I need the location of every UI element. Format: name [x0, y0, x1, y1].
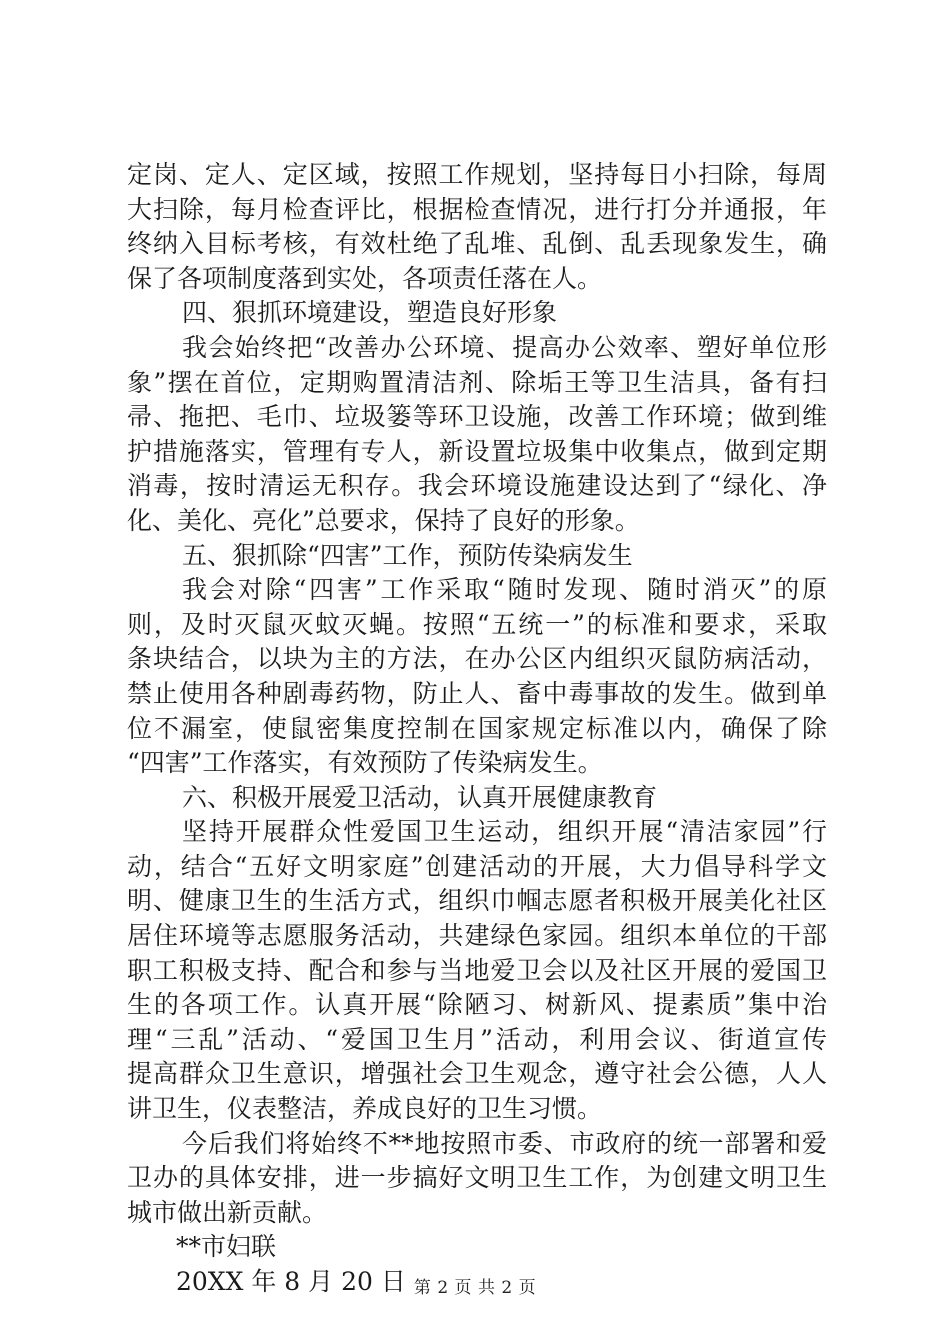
body-line: 理“三乱”活动、“爱国卫生月”活动，利用会议、街道宣传	[127, 1024, 827, 1054]
body-line: 职工积极支持、配合和参与当地爱卫会以及社区开展的爱国卫	[127, 955, 827, 985]
section-heading: 四、狠抓环境建设，塑造良好形象	[182, 298, 558, 328]
body-line: 化、美化、亮化”总要求，保持了良好的形象。	[127, 505, 640, 535]
body-line: 我会对除“四害”工作采取“随时发现、随时消灭”的原	[182, 575, 827, 605]
body-line: 则，及时灭鼠灭蚊灭蝇。按照“五统一”的标准和要求，采取	[127, 609, 827, 639]
body-line: 象”摆在首位，定期购置清洁剂、除垢王等卫生洁具，备有扫	[127, 367, 827, 397]
body-line: 定岗、定人、定区域，按照工作规划，坚持每日小扫除，每周	[127, 160, 827, 189]
body-line: 城市做出新贡献。	[127, 1197, 328, 1227]
signature-org: **市妇联	[176, 1232, 277, 1262]
body-line: 生的各项工作。认真开展“除陋习、树新风、提素质”集中治	[127, 990, 827, 1020]
body-line: 位不漏室，使鼠密集度控制在国家规定标准以内，确保了除	[127, 713, 827, 743]
body-line: 今后我们将始终不**地按照市委、市政府的统一部署和爱	[182, 1128, 827, 1158]
body-line: 提高群众卫生意识，增强社会卫生观念，遵守社会公德，人人	[127, 1059, 827, 1089]
body-line: 禁止使用各种剧毒药物，防止人、畜中毒事故的发生。做到单	[127, 678, 827, 708]
body-line: 坚持开展群众性爱国卫生运动，组织开展“清洁家园”行	[182, 817, 827, 847]
body-line: 动，结合“五好文明家庭”创建活动的开展，大力倡导科学文	[127, 851, 827, 881]
body-line: 护措施落实，管理有专人，新设置垃圾集中收集点，做到定期	[127, 436, 827, 466]
body-line: 居住环境等志愿服务活动，共建绿色家园。组织本单位的干部	[127, 921, 827, 951]
body-line: 讲卫生，仪表整洁，养成良好的卫生习惯。	[127, 1094, 603, 1124]
body-line: 终纳入目标考核，有效杜绝了乱堆、乱倒、乱丢现象发生，确	[127, 229, 827, 259]
section-heading: 六、积极开展爱卫活动，认真开展健康教育	[182, 782, 658, 812]
body-line: 消毒，按时清运无积存。我会环境设施建设达到了“绿化、净	[127, 471, 827, 501]
document-body	[127, 158, 827, 1300]
section-heading: 五、狠抓除“四害”工作，预防传染病发生	[182, 540, 633, 570]
body-line: 条块结合，以块为主的方法，在办公区内组织灭鼠防病活动，	[127, 644, 827, 674]
body-line: 我会始终把“改善办公环境、提高办公效率、塑好单位形	[182, 332, 827, 362]
body-line: “四害”工作落实，有效预防了传染病发生。	[127, 748, 603, 778]
body-line: 卫办的具体安排，进一步搞好文明卫生工作，为创建文明卫生	[127, 1163, 827, 1193]
body-line: 大扫除，每月检查评比，根据检查情况，进行打分并通报，年	[127, 194, 827, 224]
body-line: 帚、拖把、毛巾、垃圾篓等环卫设施，改善工作环境；做到维	[127, 402, 827, 432]
body-line: 保了各项制度落到实处，各项责任落在人。	[127, 263, 603, 293]
body-line: 明、健康卫生的生活方式，组织巾帼志愿者积极开展美化社区	[127, 886, 827, 916]
signature-date: 20XX 年 8 月 20 日	[176, 1267, 406, 1296]
page-footer: 第 2 页 共 2 页	[413, 1278, 537, 1298]
